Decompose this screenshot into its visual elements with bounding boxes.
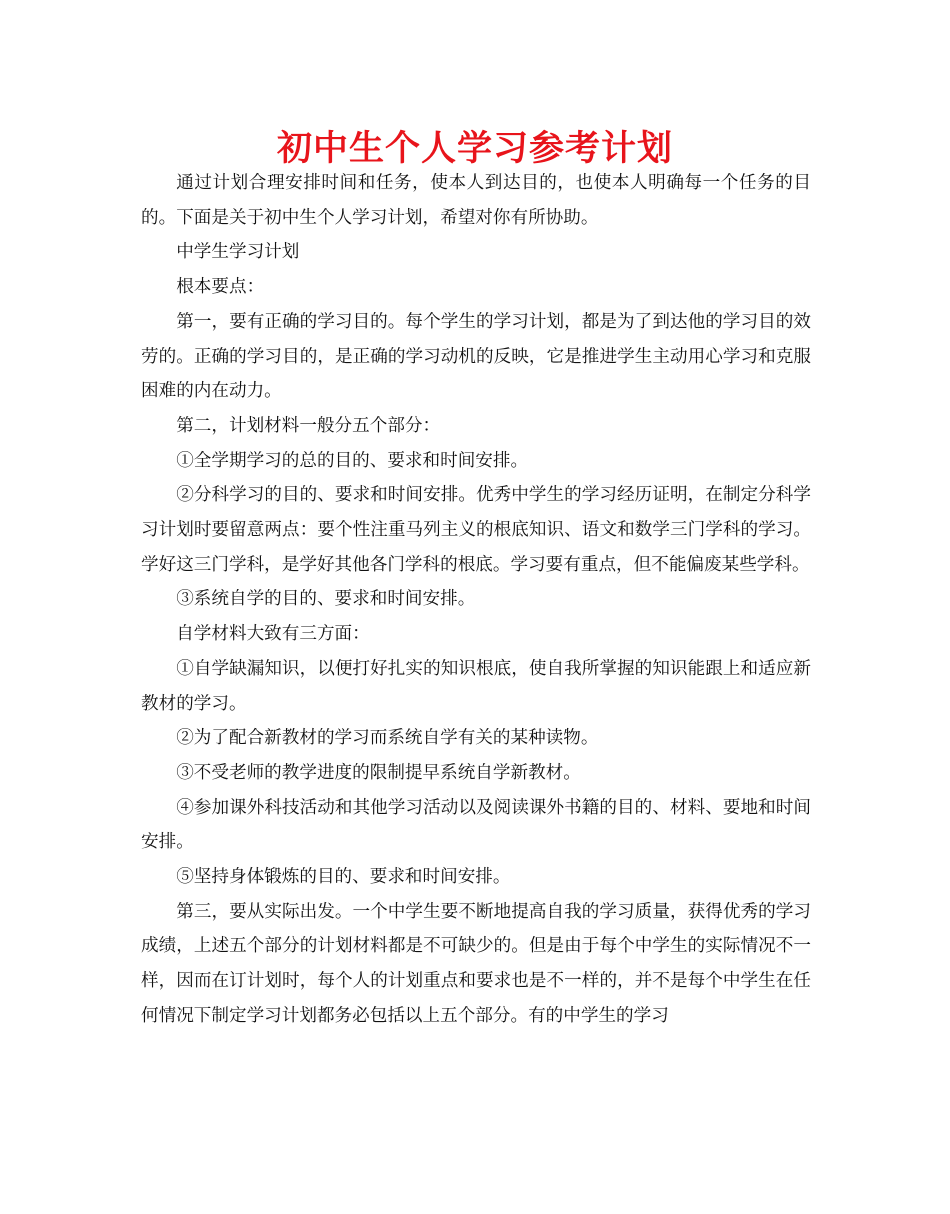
document-body: [141, 166, 811, 1034]
paragraph: ③不受老师的教学进度的限制提早系统自学新教材。: [176, 762, 581, 783]
paragraph: ⑤坚持身体锻炼的目的、要求和时间安排。: [176, 867, 511, 888]
paragraph: 第一，要有正确的学习目的。每个学生的学习计划，都是为了到达他的学习目的效劳的。正确的学习目的，是正确的学习动机的反映，它是推进学生主动用心学习和克服困难的内在动力。: [141, 311, 811, 402]
document-title: 初中生个人学习参考计划: [276, 129, 673, 169]
paragraph: 自学材料大致有三方面：: [176, 624, 370, 645]
paragraph: ②为了配合新教材的学习而系统自学有关的某种读物。: [176, 728, 599, 749]
paragraph: 根本要点：: [176, 277, 265, 298]
paragraph: ①全学期学习的总的目的、要求和时间安排。: [176, 450, 529, 471]
paragraph: ③系统自学的目的、要求和时间安排。: [176, 589, 476, 610]
paragraph: ②分科学习的目的、要求和时间安排。优秀中学生的学习经历证明，在制定分科学习计划时要留意两点：要个性注重马列主义的根底知识、语文和数学三门学科的学习。学好这三门学科，是学好其他各门学科的根底。学习要有重点，但不能偏废某些学科。: [141, 485, 811, 575]
paragraph: ①自学缺漏知识，以便打好扎实的知识根底，使自我所掌握的知识能跟上和适应新教材的学习。: [141, 658, 811, 714]
paragraph: 第三，要从实际出发。一个中学生要不断地提高自我的学习质量，获得优秀的学习成绩，上述五个部分的计划材料都是不可缺少的。但是由于每个中学生的实际情况不一样，因而在订计划时，每个人的计划重点和要求也是不一样的，并不是每个中学生在任何情况下制定学习计划都务必包括以上五个部分。有的中学生的学习: [141, 901, 811, 1026]
paragraph: ④参加课外科技活动和其他学习活动以及阅读课外书籍的目的、材料、要地和时间安排。: [141, 797, 811, 853]
paragraph: 中学生学习计划: [176, 242, 300, 263]
paragraph: 第二，计划材料一般分五个部分：: [176, 415, 441, 436]
paragraph: 通过计划合理安排时间和任务，使本人到达目的，也使本人明确每一个任务的目的。下面是关于初中生个人学习计划，希望对你有所协助。: [141, 173, 811, 228]
